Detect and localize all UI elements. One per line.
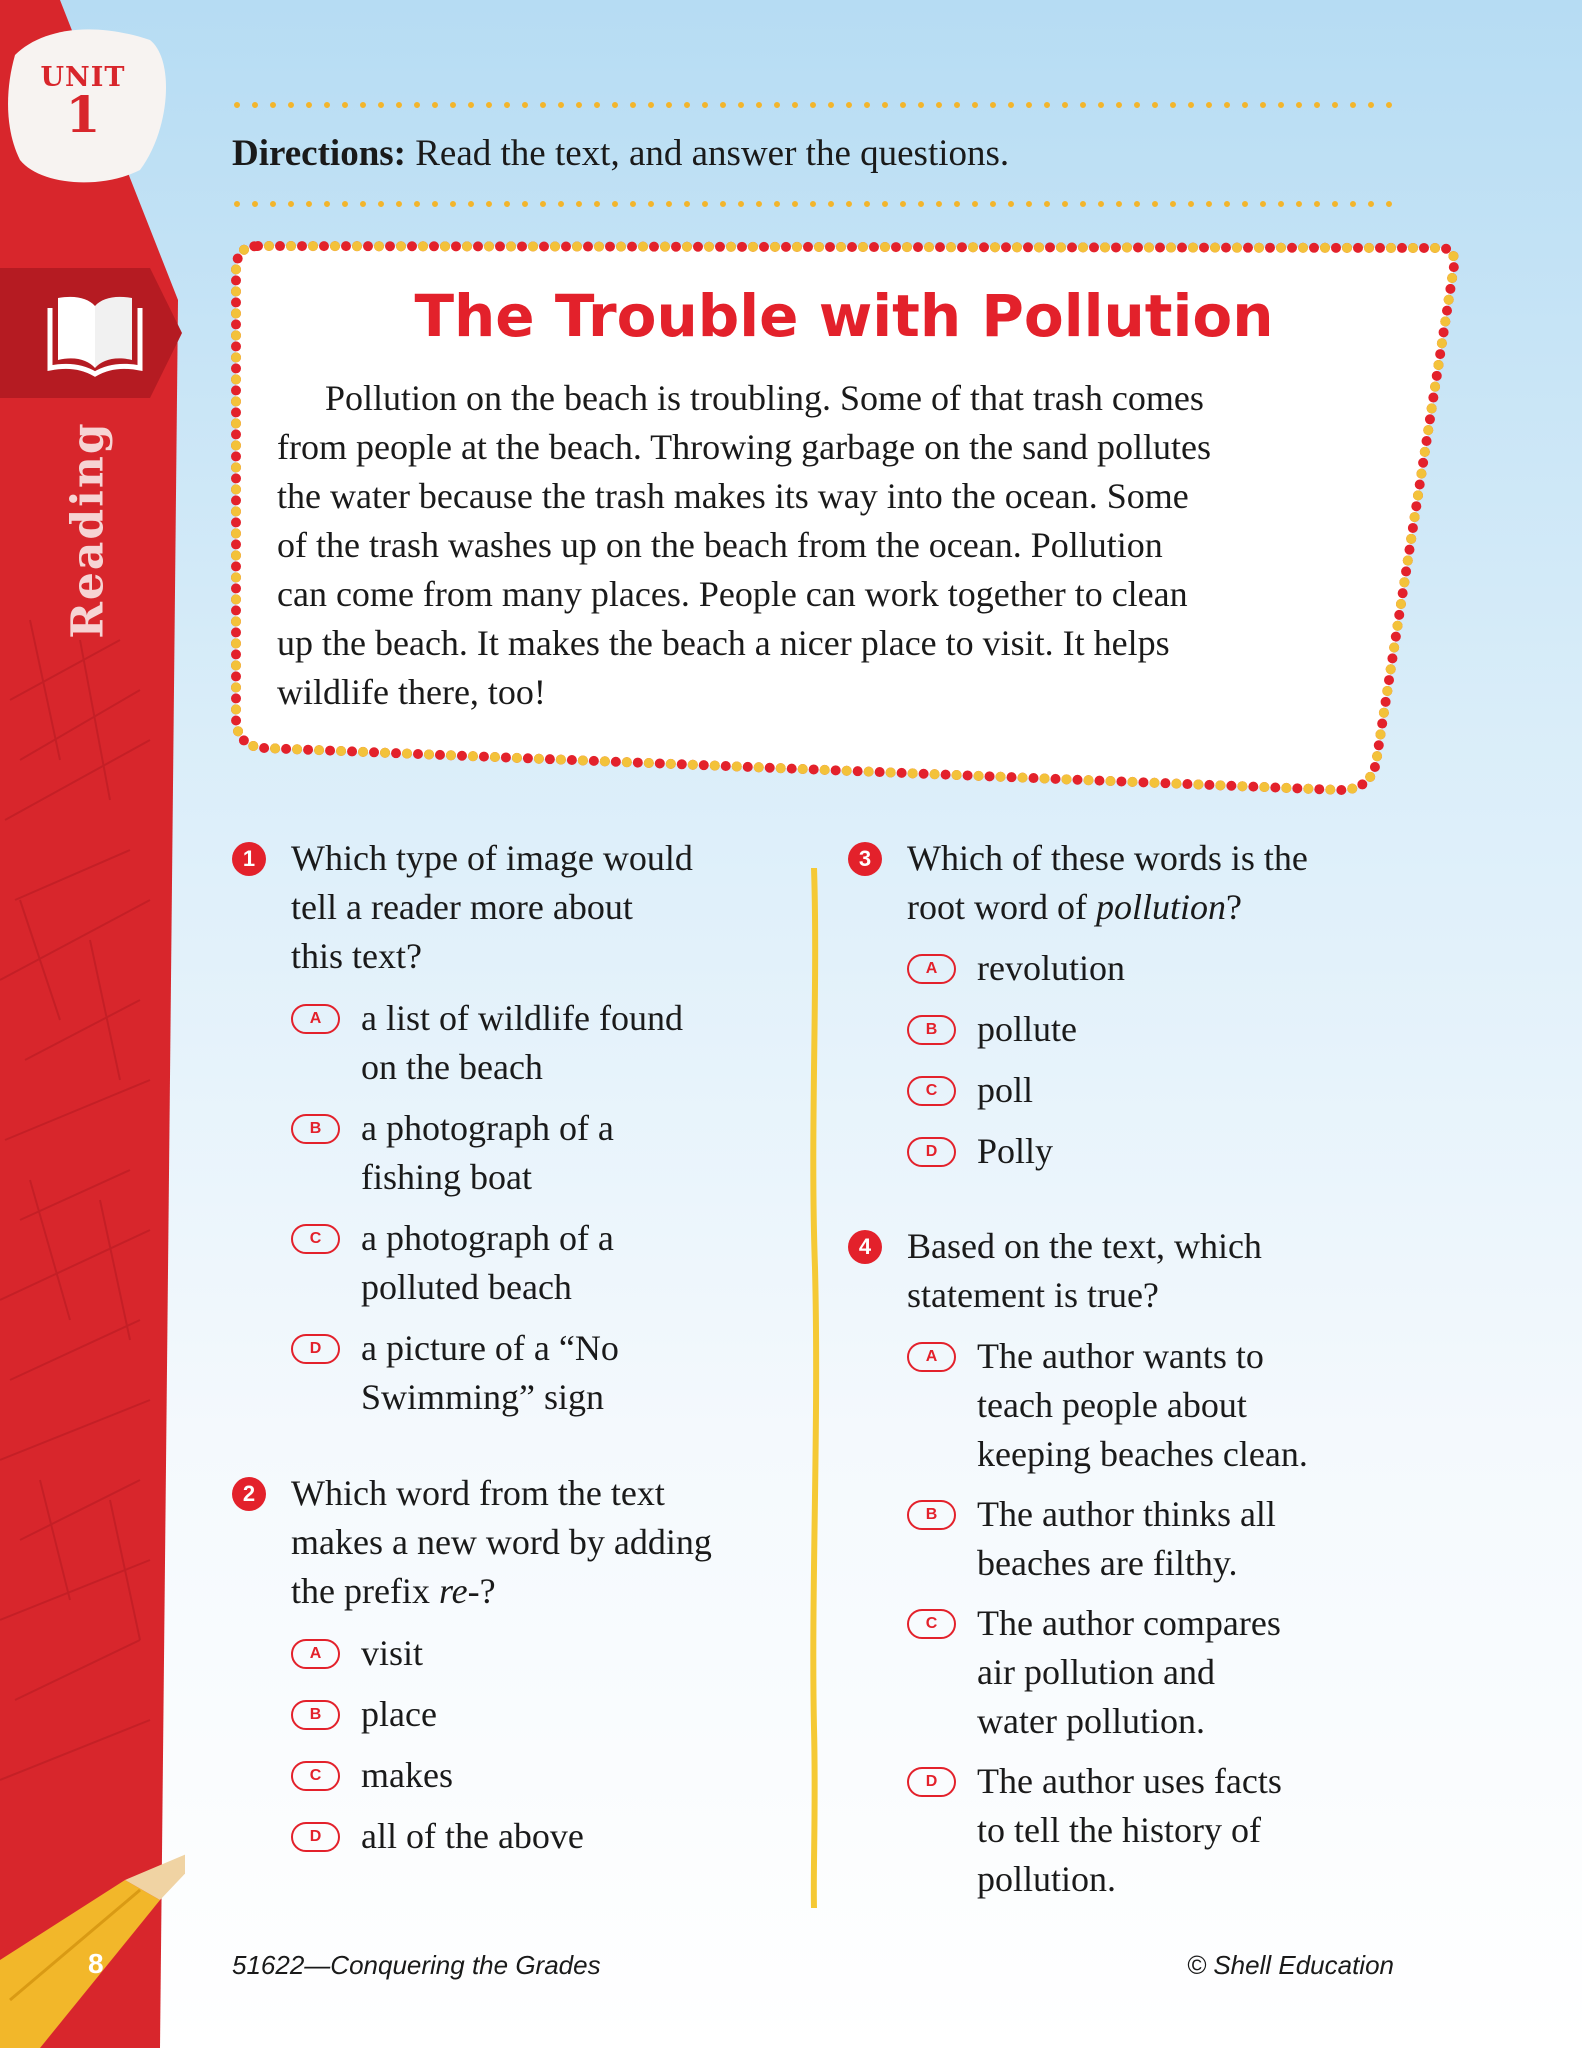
answer-bubble[interactable]: D [291,1334,340,1364]
open-book-icon [0,268,182,398]
question-number: 3 [848,842,882,876]
option-text: The author wants to teach people about keeping beaches clean. [977,1336,1308,1474]
dotted-rule-top [232,100,1402,110]
option-text: The author compares air pollution and water pollution. [977,1603,1281,1741]
answer-bubble[interactable]: D [291,1822,340,1852]
option-text: poll [977,1070,1034,1110]
unit-badge [18,62,148,144]
option-text: a list of wildlife found on the beach [361,998,683,1087]
directions-text: Read the text, and answer the questions. [415,133,1010,174]
answer-bubble[interactable]: A [291,1639,340,1669]
page-number: 8 [88,1948,104,1979]
answer-bubble[interactable]: D [907,1137,956,1167]
footer-copyright: © Shell Education [1186,1950,1394,1980]
unit-label: UNIT [40,62,126,93]
question-stem: Which of these words is the root word of pollution? [907,838,1308,927]
passage-text [277,374,1392,717]
option-text: a photograph of a fishing boat [361,1108,614,1197]
option-text: place [361,1694,437,1734]
answer-bubble[interactable]: B [907,1015,956,1045]
option-text: The author uses facts to tell the history of pollution. [977,1761,1282,1899]
directions-label: Directions: [232,133,406,174]
option-text: The author thinks all beaches are filthy. [977,1494,1276,1583]
answer-bubble[interactable]: A [907,1342,956,1372]
question-number: 2 [232,1477,266,1511]
answer-bubble[interactable]: D [907,1767,956,1797]
answer-bubble[interactable]: C [291,1761,340,1791]
dotted-rule-bottom [232,199,1402,209]
answer-bubble[interactable]: B [907,1500,956,1530]
passage-line: up the beach. It makes the beach a nicer place to visit. It helps [277,623,1170,663]
question-number: 4 [848,1230,882,1264]
answer-bubble[interactable]: C [291,1224,340,1254]
answer-bubble[interactable]: B [291,1114,340,1144]
passage-line: the water because the trash makes its way into the ocean. Some [277,476,1189,516]
answer-bubble[interactable]: A [291,1004,340,1034]
answer-bubble[interactable]: C [907,1076,956,1106]
option-text: a photograph of a polluted beach [361,1218,614,1307]
option-text: pollute [977,1009,1077,1049]
answer-bubble[interactable]: C [907,1609,956,1639]
footer-title: 51622—Conquering the Grades [232,1950,601,1980]
directions [232,132,1009,175]
passage-line: Pollution on the beach is troubling. Some of that trash comes [325,378,1204,418]
passage-line: can come from many places. People can work together to clean [277,574,1188,614]
option-text: Polly [977,1131,1054,1171]
passage-title: The Trouble with Pollution [414,282,1274,350]
question-stem: Which word from the text makes a new word by adding the prefix re-? [291,1473,712,1611]
option-text: makes [361,1755,453,1795]
passage-line: from people at the beach. Throwing garbage on the sand pollutes [277,427,1212,467]
question-stem: Based on the text, which statement is true? [907,1226,1262,1315]
answer-bubble[interactable]: B [291,1700,340,1730]
option-text: all of the above [361,1816,584,1856]
option-text: a picture of a “No Swimming” sign [361,1328,619,1417]
subject-label: Reading [62,421,114,639]
question-stem: Which type of image would tell a reader more about this text? [291,838,693,976]
passage-line: wildlife there, too! [277,672,546,712]
answer-bubble[interactable]: A [907,954,956,984]
question-number: 1 [232,842,266,876]
passage-line: of the trash washes up on the beach from the ocean. Pollution [277,525,1163,565]
unit-number: 1 [65,85,101,144]
column-divider [802,868,826,1908]
option-text: visit [361,1633,424,1673]
option-text: revolution [977,948,1125,988]
